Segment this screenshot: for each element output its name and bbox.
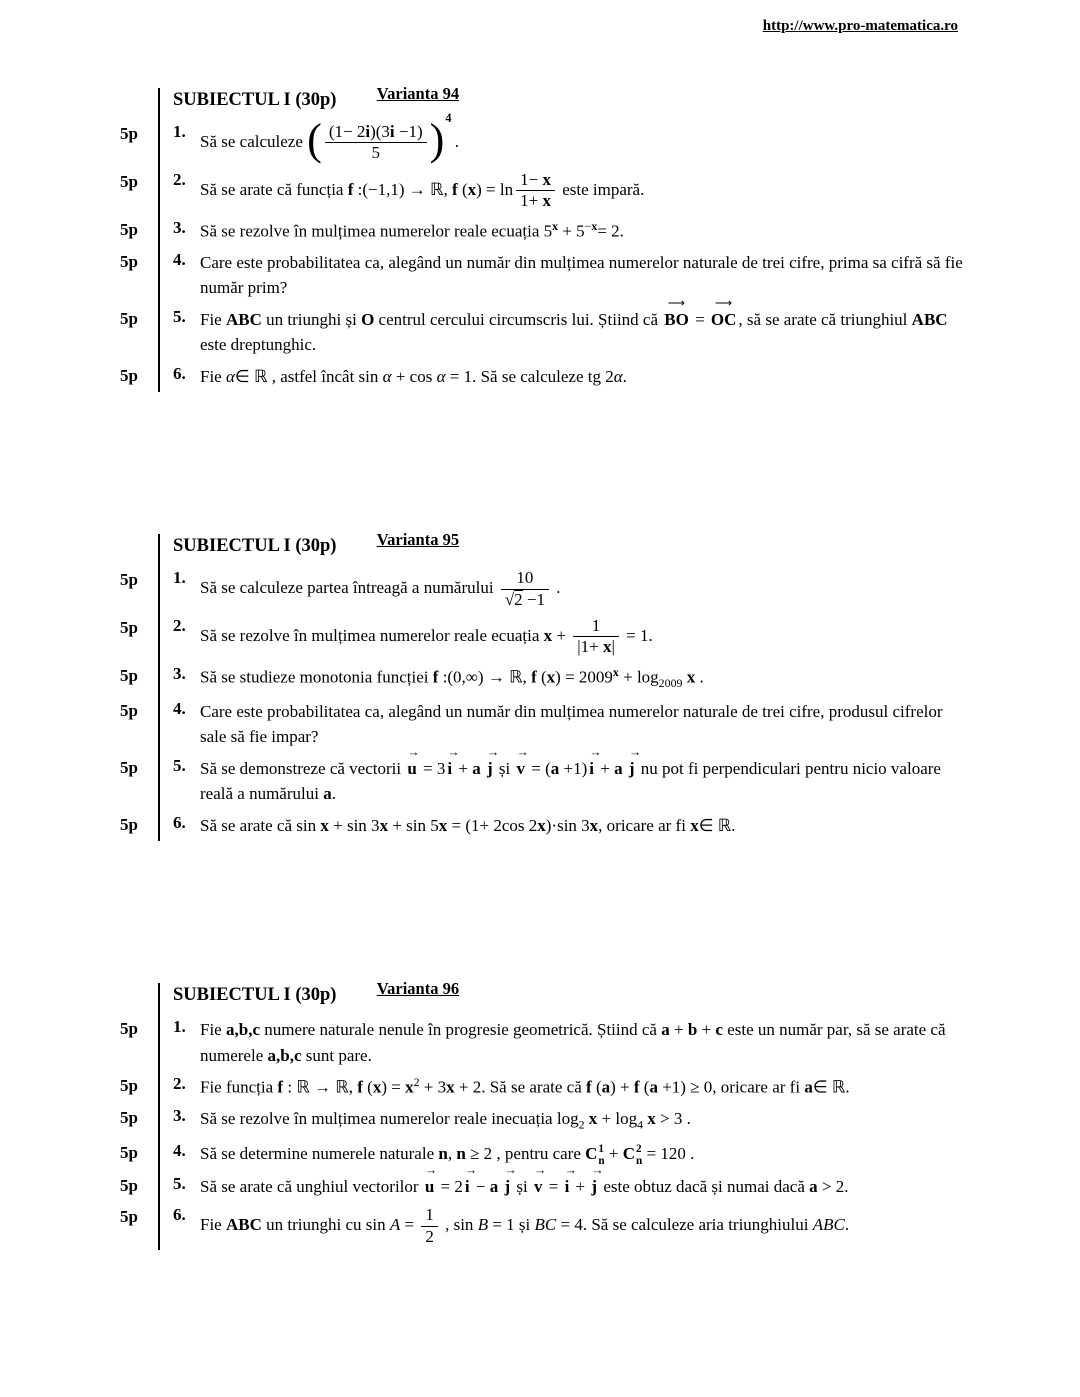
points-label: 5p [120,1019,138,1039]
exercise-row [120,215,968,247]
exercise-number: 5. [173,755,186,775]
points-gutter [120,361,158,386]
exercise-content [158,565,968,613]
variant-label: Varianta 95 [376,530,460,550]
exercise-body [173,1017,968,1068]
points-gutter [120,753,158,778]
exam-section [120,530,968,841]
points-label: 5p [120,308,138,328]
points-label: 5p [120,1175,138,1195]
exercise-number: 2. [173,616,186,635]
points-label: 5p [120,618,138,637]
variant-label: Varianta 96 [376,979,460,999]
section-header-content [158,530,968,565]
exercise-number: 2. [173,1074,186,1094]
points-gutter [120,1071,158,1096]
points-gutter [120,810,158,835]
exercise-content [158,1202,968,1250]
exercise-text: Să se arate că unghiul vectorilor → u = 2 → i − a → j și → v = → i + → j este obtuz dacă și numai dacă a > 2. [200,1163,849,1196]
section-header-content [158,84,968,119]
exercise-row [120,361,968,393]
points-label: 5p [120,1207,138,1227]
points-gutter [120,88,158,93]
exercise-content [158,1014,968,1071]
points-label: 5p [120,570,138,590]
exercise-body [173,568,968,610]
section-header [120,84,968,119]
exercise-row [120,295,968,361]
section-title: SUBIECTUL I (30p) [173,985,337,1006]
exercise-row [120,565,968,613]
exercise-body [173,664,968,693]
points-gutter [120,119,158,144]
exercise-number: 5. [173,1173,186,1193]
exercise-row [120,1014,968,1071]
exercise-body [173,616,968,658]
exercise-number: 4. [173,249,186,269]
exercise-row [120,613,968,661]
exercise-number: 6. [173,812,186,832]
points-label: 5p [120,251,138,271]
exercise-content [158,167,968,215]
exercise-row [120,744,968,810]
exercise-content [158,810,968,842]
exercise-text: Să se arate că sin x + sin 3x + sin 5x = (1+ 2cos 2x)·sin 3x, oricare ar fi x∈ ℝ. [200,815,736,835]
exercise-content [158,215,968,247]
points-gutter [120,534,158,539]
points-label: 5p [120,1076,138,1096]
exam-section [120,84,968,392]
variant-label: Varianta 94 [376,84,460,103]
exercise-body [173,170,968,212]
points-label: 5p [120,757,138,777]
exercise-text: Fie ABC un triunghi și O centrul cercului circumscris lui. Știind că ⟶ BO = ⟶ OC , să se arate că triunghiul ABC este dreptunghic. [200,295,948,355]
exercise-text: Fie funcția f : ℝ → ℝ, f $(x) = x^2 + 3x + 2$. Să se arate că f (a) + f (a +1) ≥ 0, oricare ar fi a∈ ℝ. [200,1075,850,1097]
points-gutter [120,304,158,329]
exercise-text: Să se rezolve în mulțimea numerelor reale ecuația x + $\frac{1}{|1+ x|}$ = 1. [200,616,653,657]
exercise-content [158,613,968,661]
exercise-text: Să se rezolve în mulțimea numerelor reale ecuația $5^x + 5^{-x}= 2$. [200,218,624,241]
section-header-content [158,979,968,1014]
exercise-body [173,699,968,750]
exercise-number: 1. [173,122,186,141]
points-label: 5p [120,171,138,191]
exercise-text: Să se rezolve în mulțimea numerelor reale inecuația $\log_2 x + \log_4 x > 3$ . [200,1109,691,1132]
points-label: 5p [120,814,138,834]
points-label: 5p [120,1108,138,1128]
section-header [120,530,968,565]
exercise-row [120,167,968,215]
exercise-number: 6. [173,1205,186,1225]
exercise-number: 4. [173,698,186,718]
exercise-body [173,295,968,358]
exercise-text: Să se demonstreze că vectorii → u = 3 → i + a → j și → v = (a +1) → i + a → j nu pot fi perpendiculari pentru nicio valoare reală a numărului a. [200,744,941,804]
exam-section [120,979,968,1250]
exercise-body [173,1205,968,1247]
exercise-content [158,110,968,167]
exercise-row [120,247,968,304]
points-gutter [120,215,158,240]
exercise-content [158,361,968,393]
exercise-number: 6. [173,363,186,383]
exercise-row [120,1202,968,1250]
exercise-text: Fie a,b,c numere naturale nenule în progresie geometrică. Știind că a + b + c este un număr par, să se arate că numerele a,b,c sunt pare. [200,1020,946,1065]
points-gutter [120,613,158,638]
section-title: SUBIECTUL I (30p) [173,90,337,110]
points-gutter [120,565,158,590]
exercise-content [158,744,968,810]
exercise-body [173,110,968,164]
exercise-content [158,696,968,753]
points-gutter [120,983,158,988]
points-gutter [120,247,158,272]
exercise-body [173,813,968,839]
points-gutter [120,696,158,721]
exercise-number: 3. [173,663,186,683]
section-header [120,979,968,1014]
points-label: 5p [120,365,138,385]
exercise-content [158,1103,968,1137]
exercise-text: Să se calculeze partea întreagă a numărului $\frac{10}{√2 -1}$ . [200,568,561,609]
exercise-content [158,1071,968,1103]
exercise-content [158,1138,968,1171]
exercise-content [158,1163,968,1203]
site-url-link[interactable]: http://www.pro-matematica.ro [762,18,958,34]
exercise-content [158,247,968,304]
exercise-row [120,810,968,842]
points-label: 5p [120,700,138,720]
points-gutter [120,1202,158,1227]
exercise-number: 1. [173,568,186,588]
points-gutter [120,1138,158,1163]
exercise-text: Fie α∈ ℝ , astfel încât sin α + cos α = 1. Să se calculeze tg 2α. [200,366,627,386]
exercise-number: 3. [173,217,186,237]
exercise-body [173,1163,968,1200]
points-label: 5p [120,665,138,685]
exercise-number: 1. [173,1017,186,1037]
section-title: SUBIECTUL I (30p) [173,536,337,557]
exercise-number: 2. [173,169,186,189]
exercise-body [173,218,968,244]
exercise-text: Să se studieze monotonia funcției f :(0,∞) → ℝ, f $(x) = 2009^x + \log_{2009} x$ . [200,664,704,690]
exercise-body [173,1106,968,1134]
exercise-row [120,661,968,696]
exercise-number: 4. [173,1140,186,1160]
points-label: 5p [120,124,138,143]
exercise-body [173,744,968,807]
sections-container [120,84,968,1250]
points-label: 5p [120,219,138,239]
exercise-row [120,1103,968,1137]
points-gutter [120,1171,158,1196]
exercise-number: 5. [173,306,186,326]
exercise-number: 3. [173,1106,186,1126]
exercise-text: Fie ABC un triunghi cu sin A = $\frac{1}{2}$ , sin B = 1 și BC = 4. Să se calculeze aria triunghiului ABC. [200,1205,850,1246]
exercise-content [158,661,968,696]
exercise-text: Care este probabilitatea ca, alegând un număr din mulțimea numerelor naturale de trei cifre, prima sa cifră să fie număr prim? [200,252,963,298]
exercise-row [120,110,968,167]
points-gutter [120,661,158,686]
exercise-content [158,295,968,361]
exercise-row [120,1163,968,1203]
exercise-text: Să se arate că funcția f :(−1,1) → ℝ, f (x) = ln $\frac{1- x}{1+ x}$ este impară. [200,169,645,211]
exercise-row [120,696,968,753]
points-label: 5p [120,1142,138,1162]
exercise-body [173,250,968,301]
points-gutter [120,1014,158,1039]
exercise-row [120,1071,968,1103]
points-gutter [120,1103,158,1128]
exercise-body [173,364,968,390]
exercise-text: Să se determine numerele naturale n, n ≥ 2 , pentru care C 1 n + C 2 n = 120 . [200,1143,695,1168]
points-gutter [120,167,158,192]
exercise-text: Care este probabilitatea ca, alegând un număr din mulțimea numerelor naturale de trei cifre, produsul cifrelor sale să fie impar? [200,701,943,747]
exercise-text: Să se calculeze ( $\frac{(1- 2i)(3i -1)}{5}$ )$^4$ . [200,110,459,164]
exercise-body [173,1074,968,1100]
